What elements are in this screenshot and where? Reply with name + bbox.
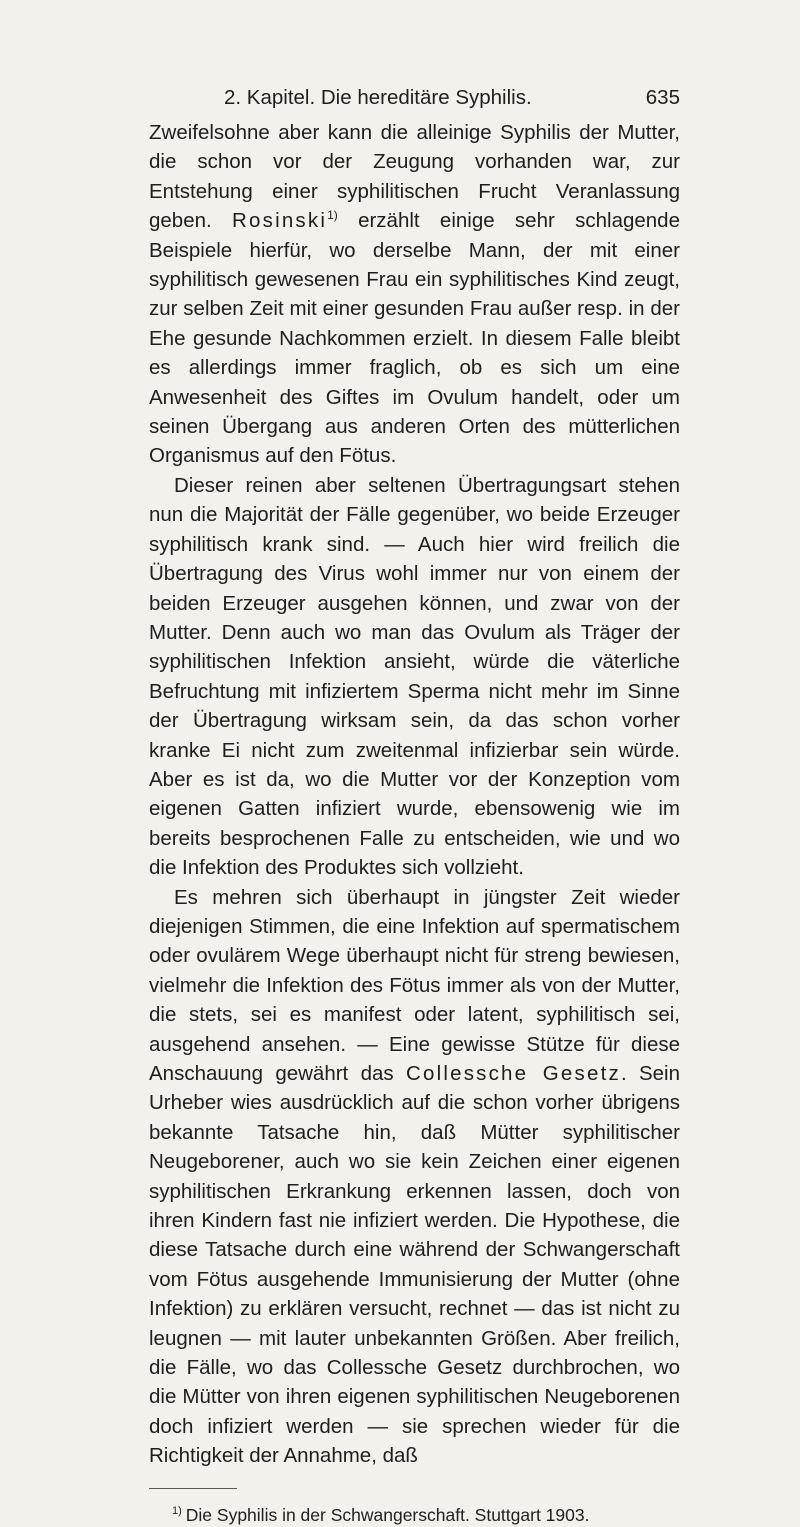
paragraph-3-text-after: . Sein Urheber wies ausdrücklich auf die schon vorher übrigens bekannte Tatsache hin, daß Mütter syphilitischer Neugeborener, auch wo sie kein Zeichen einer eigenen syphilitischen Erkrankung erkennen lassen, doch von ihren Kindern fast nie infiziert werden. Die Hypothese, die diese Tatsache durch eine während der Schwangerschaft vom Fötus ausgehende Immunisierung der Mutter (ohne Infektion) zu erklären versucht, rechnet — das ist nicht zu leugnen — mit lauter unbekannten Größen. Aber freilich, die Fälle, wo das Collessche Gesetz durchbrochen, wo die Mütter von ihren eigenen syphilitischen Neugeborenen doch infiziert werden — sie sprechen wieder für die Richtigkeit der Annahme, daß	[149, 1062, 680, 1468]
paragraph-2: Dieser reinen aber seltenen Übertragungsart stehen nun die Majorität der Fälle gegenüber, wo beide Erzeuger syphilitisch krank sind. — Auch hier wird freilich die Übertragung des Virus wohl immer nur von einem der beiden Erzeuger ausgehen können, und zwar von der Mutter. Denn auch wo man das Ovulum als Träger der syphilitischen Infektion ansieht, würde die väterliche Befruchtung mit infiziertem Sperma nicht mehr im Sinne der Übertragung wirksam sein, da das schon vorher kranke Ei nicht zum zweitenmal infizierbar sein würde. Aber es ist da, wo die Mutter vor der Konzeption vom eigenen Gatten infiziert wurde, ebensowenig wie im bereits besprochenen Falle zu entscheiden, wie und wo die Infektion des Produktes sich vollzieht.	[149, 473, 680, 880]
paragraph-3	[149, 883, 680, 1471]
footnote-divider	[149, 1488, 237, 1489]
paragraph-3-text-before: Es mehren sich überhaupt in jüngster Zeit wieder diejenigen Stimmen, die eine Infektion auf spermatischem oder ovulärem Wege überhaupt nicht für streng bewiesen, vielmehr die Infektion des Fötus immer als von der Mutter, die stets, sei es manifest oder latent, syphilitisch sei, ausgehend ansehen. — Eine gewisse Stütze für diese Anschauung gewährt das	[149, 885, 680, 1085]
paragraph-1-text-after: erzählt einige sehr schlagende Beispiele hierfür, wo derselbe Mann, der mit einer syphilitisch gewesenen Frau ein syphilitisches Kind zeugt, zur selben Zeit mit einer gesunden Frau außer resp. in der Ehe gesunde Nachkommen erzielt. In diesem Falle bleibt es allerdings immer fraglich, ob es sich um eine Anwesenheit des Giftes im Ovulum handelt, oder um seinen Übergang aus anderen Orten des mütterlichen Organismus auf den Fötus.	[149, 209, 680, 468]
footnotes	[172, 1503, 680, 1527]
footnote-marker: 1)	[172, 1505, 182, 1518]
page-number: 635	[645, 86, 680, 109]
page-header	[224, 86, 680, 116]
paragraph-1	[149, 118, 680, 471]
footnote-text: Die Syphilis in der Schwangerschaft. Stuttgart 1903.	[185, 1505, 590, 1525]
author-name-spaced: Rosinski	[232, 209, 328, 233]
footnote-item	[172, 1503, 680, 1527]
body-text	[149, 118, 680, 1471]
running-title: 2. Kapitel. Die hereditäre Syphilis.	[224, 86, 532, 109]
paragraph-1-text-before: Zweifelsohne aber kann die alleinige Syphilis der Mutter, die schon vor der Zeugung vorhanden war, zur Entstehung einer syphilitischen Frucht Veranlassung geben.	[149, 121, 680, 233]
footnote-reference[interactable]: 1)	[327, 208, 338, 223]
law-name-spaced: Collessche Gesetz	[405, 1062, 621, 1085]
